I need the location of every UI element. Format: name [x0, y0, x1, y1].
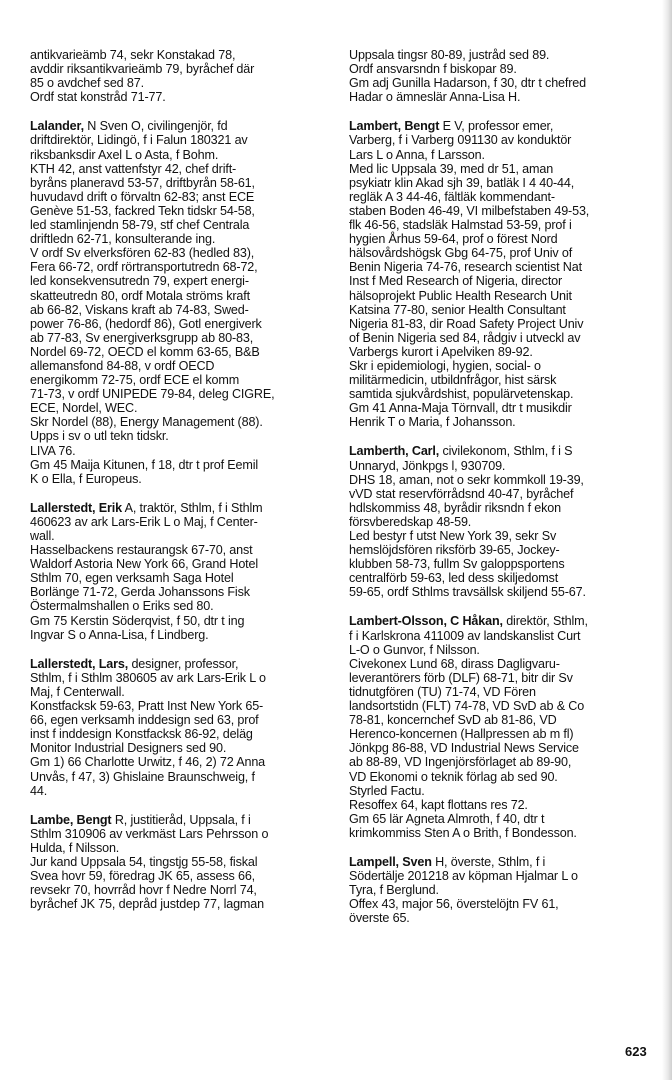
entry-text: E V, professor emer, [439, 119, 554, 134]
entry-text: driftledn 62-71, konsulterande ing. [30, 232, 216, 247]
text-line [30, 331, 342, 345]
entry-text: klubben 58-73, fullm Sv galoppsportens [349, 557, 565, 572]
entry-text: Varberg, f i Varberg 091130 av konduktör [349, 133, 572, 148]
biography-entry [349, 614, 649, 840]
person-name: Lallerstedt, Lars, [30, 656, 129, 671]
text-line [349, 629, 649, 643]
text-line [349, 727, 649, 741]
text-line [30, 685, 342, 699]
text-line [30, 303, 342, 317]
entry-text: KTH 42, anst vattenfstyr 42, chef drift- [30, 161, 237, 176]
entry-text: hälsoprojekt Public Health Research Unit [349, 288, 572, 303]
entry-text: N Sven O, civilingenjör, fd [83, 119, 228, 134]
entry-text: Gm 45 Maija Kitunen, f 18, dtr t prof Eemil [30, 457, 259, 472]
text-line [30, 671, 342, 685]
text-line [349, 387, 649, 401]
entry-text: H, överste, Sthlm, f i [431, 854, 546, 869]
person-name: Lampell, Sven [349, 854, 432, 869]
text-line [30, 133, 342, 147]
entry-text: antikvarieämb 74, sekr Konstakad 78, [30, 48, 236, 62]
entry-text: Tyra, f Berglund. [349, 883, 439, 898]
text-line [349, 232, 649, 246]
entry-text: Upps i sv o utl tekn tidskr. [30, 429, 169, 444]
text-line [349, 585, 649, 599]
text-line [349, 246, 649, 260]
text-line [349, 76, 649, 90]
entry-text: hdlskommiss 48, byrådir riksndn f ekon [349, 500, 561, 515]
entry-text: LIVA 76. [30, 443, 76, 458]
entry-text: Skr i epidemiologi, hygien, social- o [349, 358, 541, 373]
text-line [349, 359, 649, 373]
text-line [30, 274, 342, 288]
text-line [349, 331, 649, 345]
entry-text: hygien Århus 59-64, prof o förest Nord [349, 232, 558, 247]
text-line [30, 148, 342, 162]
entry-text: tidnutgfören (TU) 71-74, VD Fören [349, 684, 536, 699]
entry-text: L-O o Gunvor, f Nilsson. [349, 642, 480, 657]
entry-text: Styrled Factu. [349, 783, 425, 798]
entry-text: 78-81, koncernchef SvD ab 81-86, VD [349, 713, 557, 728]
entry-text: landsortstidn (FLT) 74-78, VD SvD ab & Co [349, 699, 585, 714]
entry-text: skatteutredn 80, ordf Motala ströms kraft [30, 288, 250, 303]
text-line [30, 373, 342, 387]
text-line [30, 472, 342, 486]
entry-text: Monitor Industrial Designers sed 90. [30, 741, 227, 756]
text-line [30, 317, 342, 331]
entry-text: Nordel 69-72, OECD el komm 63-65, B&B [30, 344, 260, 359]
entry-text: Nigeria 81-83, dir Road Safety Project Univ [349, 316, 584, 331]
entry-text: krimkommiss Sten A o Brith, f Bondesson. [349, 825, 577, 840]
text-line [30, 529, 342, 543]
entry-text: Lars L o Anna, f Larsson. [349, 147, 485, 162]
text-line [30, 813, 342, 827]
entry-text: Sthlm, f i Sthlm 380605 av ark Lars-Erik L o [30, 670, 266, 685]
text-line [30, 232, 342, 246]
text-line [30, 741, 342, 755]
text-line [30, 855, 342, 869]
person-name: Lamberth, Carl, [349, 444, 440, 459]
entry-text: designer, professor, [128, 656, 239, 671]
entry-text: A, traktör, Sthlm, f i Sthlm [121, 500, 263, 515]
biography-entry [349, 48, 649, 104]
entry-text: 66, egen verksamh inddesign sed 63, prof [30, 713, 259, 728]
entry-text: Led bestyr f utst New York 39, sekr Sv [349, 529, 557, 543]
text-line [30, 515, 342, 529]
text-line [30, 401, 342, 415]
entry-text: Katsina 77-80, senior Health Consultant [349, 302, 566, 317]
entry-text: avddir riksantikvarieämb 79, byråchef där [30, 62, 255, 77]
text-line [30, 755, 342, 769]
entry-text: Jönkpg 86-88, VD Industrial News Service [349, 741, 579, 756]
text-line [349, 812, 649, 826]
entry-text: Sthlm 70, egen verksamh Saga Hotel [30, 571, 234, 586]
text-line [30, 770, 342, 784]
text-line [30, 727, 342, 741]
text-line [30, 841, 342, 855]
text-line [30, 359, 342, 373]
text-line [349, 133, 649, 147]
entry-text: 59-65, ordf Sthlms travsällsk skiljend 55-67. [349, 585, 586, 600]
text-line [349, 415, 649, 429]
entry-text: led konsekvensutredn 79, expert energi- [30, 274, 249, 289]
text-line [30, 345, 342, 359]
text-line [30, 387, 342, 401]
text-line [349, 401, 649, 415]
text-line [30, 76, 342, 90]
entry-text: ECE, Nordel, WEC. [30, 401, 138, 416]
text-line [30, 699, 342, 713]
biography-entry [30, 48, 342, 104]
entry-text: Offex 43, major 56, överstelöjtn FV 61, [349, 897, 559, 912]
entry-text: allemansfond 84-88, v ordf OECD [30, 358, 215, 373]
text-line [349, 685, 649, 699]
entry-text: Östermalmshallen o Eriks sed 80. [30, 599, 214, 614]
text-line [349, 869, 649, 883]
text-line [30, 62, 342, 76]
text-line [30, 557, 342, 571]
entry-text: Resoffex 64, kapt flottans res 72. [349, 797, 528, 812]
entry-text: Gm 65 lär Agneta Almroth, f 40, dtr t [349, 811, 545, 826]
text-line [349, 345, 649, 359]
entry-text: R, justitieråd, Uppsala, f i [111, 812, 251, 827]
entry-text: överste 65. [349, 911, 410, 926]
entry-text: flk 46-56, stadsläk Halmstad 53-59, prof i [349, 218, 572, 233]
entry-text: Gm 41 Anna-Maja Törnvall, dtr t musikdir [349, 401, 572, 416]
text-line [30, 585, 342, 599]
entry-text: VD Ekonomi o teknik förlag ab sed 90. [349, 769, 558, 784]
entry-text: Gm 1) 66 Charlotte Urwitz, f 46, 2) 72 Anna [30, 755, 266, 770]
text-line [349, 657, 649, 671]
right-column [349, 48, 649, 940]
left-column [30, 48, 342, 926]
text-line [30, 869, 342, 883]
person-name: Lambert, Bengt [349, 119, 440, 134]
entry-text: ab 77-83, Sv energiverksgrupp ab 80-83, [30, 330, 254, 345]
entry-text: Konstfacksk 59-63, Pratt Inst New York 65- [30, 699, 264, 714]
text-line [30, 657, 342, 671]
entry-text: Waldorf Astoria New York 66, Grand Hotel [30, 557, 259, 572]
entry-text: Ordf stat konstråd 71-77. [30, 90, 166, 105]
entry-text: Civekonex Lund 68, dirass Dagligvaru- [349, 656, 560, 671]
text-line [30, 571, 342, 585]
entry-text: samtida sjukvårdshist, populärvetenskap. [349, 387, 574, 402]
entry-text: V ordf Sv elverksfören 62-83 (hedled 83), [30, 246, 255, 261]
entry-text: regläk A 3 44-46, fältläk kommendant- [349, 189, 555, 204]
text-line [30, 218, 342, 232]
entry-text: of Benin Nigeria sed 84, rådgiv i utveckl av [349, 330, 581, 345]
text-line [30, 415, 342, 429]
biography-entry [30, 501, 342, 642]
text-line [30, 176, 342, 190]
text-line [349, 515, 649, 529]
entry-text: driftdirektör, Lidingö, f i Falun 180321 av [30, 133, 248, 148]
text-line [349, 62, 649, 76]
entry-text: huvudavd drift o förvaltn 62-83; anst ECE [30, 189, 255, 204]
entry-text: Fera 66-72, ordf rörtransportutredn 68-72, [30, 260, 258, 275]
entry-text: Hasselbackens restaurangsk 67-70, anst [30, 543, 253, 558]
text-line [349, 713, 649, 727]
text-line [30, 289, 342, 303]
entry-text: Genève 51-53, fackred Tekn tidskr 54-58, [30, 203, 255, 218]
text-line [349, 784, 649, 798]
text-line [349, 501, 649, 515]
entry-text: 44. [30, 783, 48, 798]
text-line [30, 119, 342, 133]
entry-text: hälsovårdshögsk Gbg 64-75, prof Univ of [349, 246, 573, 261]
text-line [349, 643, 649, 657]
text-line [349, 557, 649, 571]
text-line [30, 444, 342, 458]
person-name: Lallerstedt, Erik [30, 500, 122, 515]
text-line [349, 317, 649, 331]
entry-text: byråchef JK 75, depråd justdep 77, lagman [30, 897, 264, 912]
entry-text: Södertälje 201218 av köpman Hjalmar L o [349, 869, 578, 884]
text-line [30, 897, 342, 911]
entry-text: ab 66-82, Viskans kraft ab 74-83, Swed- [30, 302, 249, 317]
text-line [349, 444, 649, 458]
entry-text: Unnaryd, Jönkpgs l, 930709. [349, 458, 506, 473]
text-line [349, 671, 649, 685]
biography-entry [30, 119, 342, 485]
entry-text: Med lic Uppsala 39, med dr 51, aman [349, 161, 554, 176]
entry-text: vVD stat reservförrådsnd 40-47, byråchef [349, 486, 574, 501]
entry-text: Hulda, f Nilsson. [30, 840, 120, 855]
text-line [349, 571, 649, 585]
entry-text: Uppsala tingsr 80-89, justråd sed 89. [349, 48, 550, 62]
biography-entry [349, 119, 649, 429]
entry-text: Ordf ansvarsndn f biskopar 89. [349, 62, 517, 77]
text-line [30, 628, 342, 642]
biography-entry [30, 657, 342, 798]
entry-text: f i Karlskrona 411009 av landskanslist Curt [349, 628, 581, 643]
entry-text: Gm 75 Kerstin Söderqvist, f 50, dtr t ing [30, 613, 245, 628]
entry-text: psykiatr klin Akad sjh 39, batläk I 4 40-44, [349, 175, 575, 190]
entry-text: K o Ella, f Europeus. [30, 471, 142, 486]
entry-text: power 76-86, (hedordf 86), Gotl energiverk [30, 316, 262, 331]
text-line [349, 755, 649, 769]
text-line [349, 303, 649, 317]
entry-text: Ingvar S o Anna-Lisa, f Lindberg. [30, 627, 209, 642]
entry-text: Unvås, f 47, 3) Ghislaine Braunschweig, f [30, 769, 255, 784]
text-line [349, 260, 649, 274]
text-line [30, 162, 342, 176]
entry-text: Henrik T o Maria, f Johansson. [349, 415, 516, 430]
text-line [349, 529, 649, 543]
person-name: Lalander, [30, 119, 84, 134]
biography-entry [349, 444, 649, 599]
entry-text: Jur kand Uppsala 54, tingstjg 55-58, fiskal [30, 854, 258, 869]
text-line [349, 897, 649, 911]
text-line [349, 798, 649, 812]
text-line [30, 713, 342, 727]
entry-text: Skr Nordel (88), Energy Management (88). [30, 415, 263, 430]
entry-text: inst f inddesign Konstfacksk 86-92, deläg [30, 727, 253, 742]
text-line [30, 543, 342, 557]
text-line [349, 373, 649, 387]
entry-text: leverantörers förb (DLF) 68-71, bitr dir Sv [349, 670, 573, 685]
entry-text: Hadar o ämneslär Anna-Lisa H. [349, 90, 521, 105]
entry-text: wall. [30, 529, 55, 543]
entry-text: militärmedicin, utbildnfrågor, hist särsk [349, 373, 557, 388]
entry-text: Gm adj Gunilla Hadarson, f 30, dtr t chefred [349, 76, 586, 91]
entry-text: direktör, Sthlm, [502, 614, 588, 629]
entry-text: 85 o avdchef sed 87. [30, 76, 144, 91]
entry-text: centralförb 59-63, led dess skiljedomst [349, 571, 559, 586]
text-line [349, 826, 649, 840]
text-line [30, 784, 342, 798]
entry-text: DHS 18, aman, not o sekr kommkoll 19-39, [349, 472, 584, 487]
text-line [349, 473, 649, 487]
text-line [349, 855, 649, 869]
text-line [349, 741, 649, 755]
entry-text: Herenco-koncernen (Hallpressen ab m fl) [349, 727, 574, 742]
text-line [349, 543, 649, 557]
text-line [349, 274, 649, 288]
entry-text: led stamlinjendn 58-79, stf chef Centrala [30, 218, 250, 233]
entry-text: civilekonom, Sthlm, f i S [439, 444, 573, 459]
page-number: 623 [625, 1044, 647, 1059]
text-line [30, 827, 342, 841]
biography-entry [30, 813, 342, 912]
text-line [349, 162, 649, 176]
entry-text: Borlänge 71-72, Gerda Johanssons Fisk [30, 585, 250, 600]
entry-text: Benin Nigeria 74-76, research scientist Nat [349, 260, 582, 275]
text-line [349, 289, 649, 303]
scan-edge-shadow [662, 0, 672, 1080]
entry-text: hemslöjdsfören riksförb 39-65, Jockey- [349, 543, 560, 558]
text-line [349, 699, 649, 713]
entry-text: Sthlm 310906 av verkmäst Lars Pehrsson o [30, 826, 269, 841]
text-line [30, 48, 342, 62]
entry-text: revsekr 70, hovrråd hovr f Nedre Norrl 74, [30, 883, 257, 898]
entry-text: riksbanksdir Axel L o Asta, f Bohm. [30, 147, 219, 162]
text-line [349, 883, 649, 897]
entry-text: 460623 av ark Lars-Erik L o Maj, f Center- [30, 514, 258, 529]
text-line [30, 458, 342, 472]
text-line [349, 770, 649, 784]
text-line [30, 260, 342, 274]
text-line [30, 501, 342, 515]
text-line [30, 429, 342, 443]
text-line [349, 48, 649, 62]
text-line [30, 204, 342, 218]
text-line [349, 119, 649, 133]
text-line [30, 246, 342, 260]
text-line [30, 614, 342, 628]
text-line [30, 599, 342, 613]
text-line [349, 911, 649, 925]
text-line [349, 218, 649, 232]
entry-text: Varbergs kurort i Apelviken 89-92. [349, 344, 533, 359]
text-line [30, 90, 342, 104]
entry-text: byråns planeravd 53-57, driftbyrån 58-61, [30, 175, 255, 190]
text-line [30, 883, 342, 897]
text-line [349, 190, 649, 204]
entry-text: ab 88-89, VD Ingenjörsförlaget ab 89-90, [349, 755, 572, 770]
text-line [349, 487, 649, 501]
biography-entry [349, 855, 649, 925]
text-line [349, 614, 649, 628]
entry-text: energikomm 72-75, ordf ECE el komm [30, 373, 240, 388]
text-line [349, 90, 649, 104]
entry-text: Svea hovr 59, föredrag JK 65, assess 66, [30, 869, 256, 884]
entry-text: Maj, f Centerwall. [30, 684, 125, 699]
text-line [349, 204, 649, 218]
entry-text: staben Boden 46-49, VI milbefstaben 49-53, [349, 203, 590, 218]
text-line [349, 459, 649, 473]
text-line [349, 148, 649, 162]
text-line [30, 190, 342, 204]
entry-text: Inst f Med Research of Nigeria, director [349, 274, 563, 289]
person-name: Lambe, Bengt [30, 812, 112, 827]
text-line [349, 176, 649, 190]
entry-text: 71-73, v ordf UNIPEDE 79-84, deleg CIGRE, [30, 387, 275, 402]
person-name: Lambert-Olsson, C Håkan, [349, 614, 503, 629]
entry-text: försvberedskap 48-59. [349, 514, 472, 529]
